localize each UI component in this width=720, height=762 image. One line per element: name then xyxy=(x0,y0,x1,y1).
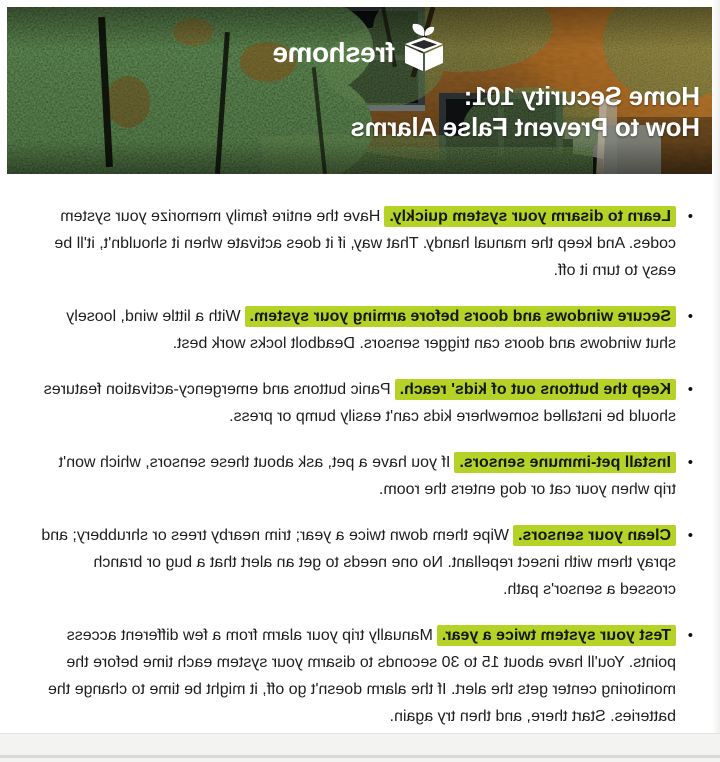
header-photo xyxy=(7,7,713,174)
tip-lead: Learn to disarm your system quickly. xyxy=(384,206,676,227)
tip-text xyxy=(37,203,676,284)
tip-lead: Install pet-immune sensors. xyxy=(454,452,676,473)
tip-text xyxy=(37,376,676,430)
tip-body: Have the entire family memorize your system codes. And keep the manual handy. That way, if it does activate when it shouldn't, it'll be easy to turn it off. xyxy=(54,208,676,279)
scan-edge-right xyxy=(712,0,720,762)
bullet-icon: • xyxy=(687,627,693,644)
title-line-1: Home Security 101: xyxy=(464,81,700,111)
tip-body: Wipe them down twice a year; trim nearby trees or shrubbery; and spray them with insect repellant. No one needs to get an alert that a bug or branch crossed a sensor's path. xyxy=(41,527,676,598)
title-line-2: How to Prevent False Alarms xyxy=(350,112,700,142)
tip-item xyxy=(37,203,693,284)
tip-body: With a little wind, loosely shut windows and doors can trigger sensors. Deadbolt locks work best. xyxy=(66,308,676,352)
tip-lead: Clean your sensors. xyxy=(513,525,676,546)
bullet-icon: • xyxy=(687,308,693,325)
scan-shadow-line xyxy=(0,755,720,758)
bullet-icon: • xyxy=(687,208,693,225)
bullet-icon: • xyxy=(687,527,693,544)
tip-item xyxy=(37,449,693,503)
tip-body: Manually trip your alarm from a few different access points. You'll have about 15 to 30 seconds to disarm your system each time before the monitoring center gets the alert. If the alarm doesn't go off, it might be time to change the batteries. Start there, and then try again. xyxy=(48,627,676,725)
page-title xyxy=(351,81,700,143)
tip-body: If you have a pet, ask about these sensors, which won't trip when your cat or dog enters the room. xyxy=(58,454,676,498)
bullet-icon: • xyxy=(687,454,693,471)
tips-list xyxy=(7,174,720,749)
brand-logo xyxy=(7,22,713,72)
tip-text xyxy=(37,449,676,503)
tip-lead: Secure windows and doors before arming your system. xyxy=(245,306,676,327)
tip-text xyxy=(37,622,676,730)
tip-item xyxy=(37,522,693,603)
scan-edge-bottom xyxy=(0,733,720,762)
bullet-icon: • xyxy=(687,381,693,398)
tip-lead: Test your system twice a year. xyxy=(437,625,676,646)
tip-item xyxy=(37,376,693,430)
brand-logo-text: freshome xyxy=(272,37,396,68)
tip-body: Panic buttons and emergency-activation features should be installed somewhere kids can't easily bump or press. xyxy=(43,381,676,425)
freshome-box-leaf-icon xyxy=(401,22,447,72)
tip-item xyxy=(37,622,693,730)
tip-text xyxy=(37,522,676,603)
tip-text xyxy=(37,303,676,357)
tip-item xyxy=(37,303,693,357)
tip-lead: Keep the buttons out of kids' reach. xyxy=(395,379,676,400)
